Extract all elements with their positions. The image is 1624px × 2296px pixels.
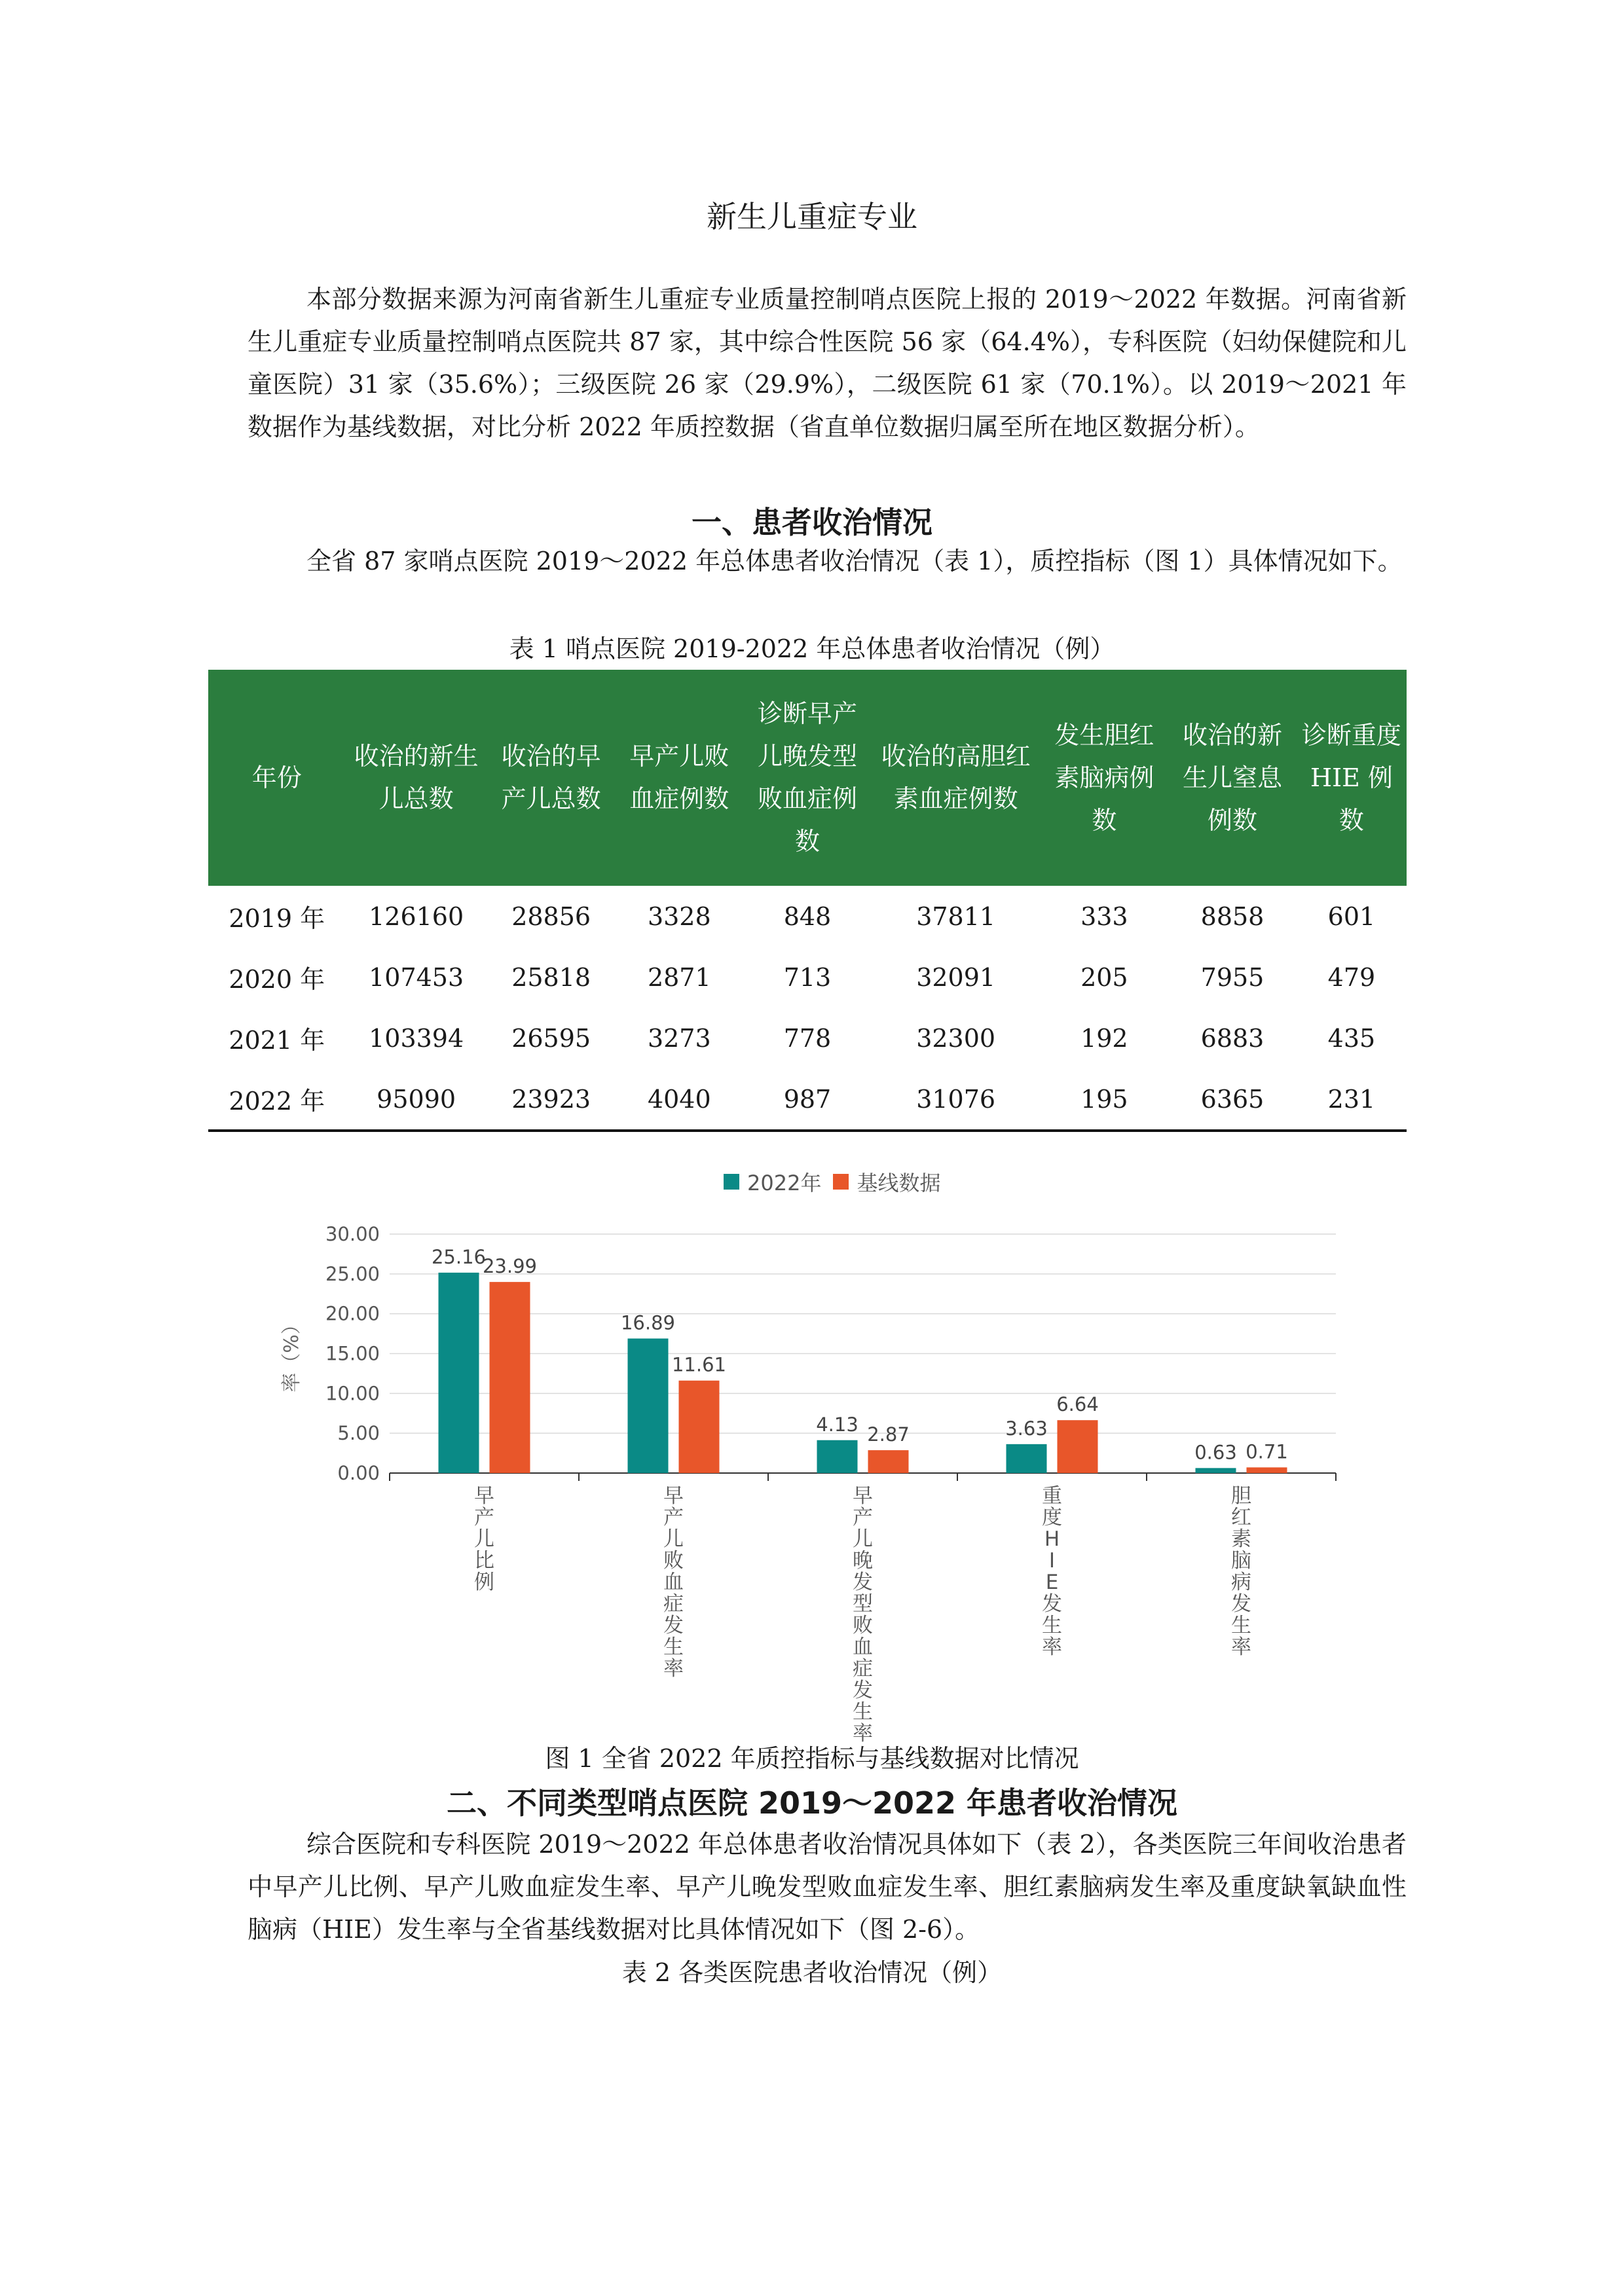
table-header-cell: 发生胆红素脑病例数 [1041, 670, 1169, 886]
section1-heading: 一、患者收治情况 [692, 505, 932, 540]
x-category-char: 率 [663, 1657, 684, 1681]
data-label: 23.99 [482, 1255, 538, 1278]
table-cell: 192 [1080, 1023, 1128, 1053]
table-cell: 31076 [916, 1084, 996, 1114]
table-header-cell: 收治的早产儿总数 [487, 670, 616, 886]
table-cell: 3328 [647, 902, 711, 931]
table-cell: 2871 [647, 962, 711, 992]
x-category-char: 脑 [1231, 1549, 1251, 1573]
x-category-char: 早 [853, 1484, 873, 1508]
y-tick-label: 15.00 [325, 1342, 380, 1365]
table-row [208, 947, 1407, 1008]
x-category-char: 率 [1042, 1635, 1062, 1659]
bar-2022 [1196, 1468, 1236, 1473]
table-cell: 778 [783, 1023, 832, 1053]
x-category-char: 症 [663, 1592, 684, 1616]
y-tick-label: 25.00 [325, 1262, 380, 1285]
table-cell: 2019 年 [229, 904, 325, 933]
x-category-char: 早 [663, 1484, 684, 1508]
table-cell: 231 [1327, 1084, 1376, 1114]
table-cell: 32091 [916, 962, 996, 992]
x-category-char: 产 [663, 1506, 684, 1529]
x-category-char: 发 [1231, 1592, 1251, 1616]
table-header-cell: 诊断早产儿晚发型败血症例数 [743, 670, 872, 886]
x-category-char: 率 [1231, 1635, 1251, 1659]
table-header-cell: 诊断重度HIE 例数 [1297, 670, 1407, 886]
x-category-char: 晚 [853, 1549, 873, 1573]
table-row [208, 1068, 1407, 1131]
data-label: 6.64 [1056, 1393, 1099, 1416]
x-category-char: 发 [1042, 1592, 1062, 1616]
table-cell: 435 [1327, 1023, 1376, 1053]
x-category-char: 生 [853, 1700, 873, 1724]
x-category-char: 病 [1231, 1571, 1251, 1594]
table-cell: 2022 年 [229, 1087, 325, 1116]
x-category-char: 比 [474, 1549, 494, 1573]
legend-swatch-2022 [724, 1174, 739, 1190]
table-header-cell: 年份 [208, 670, 345, 886]
table-header-cell: 收治的新生儿窒息例数 [1168, 670, 1297, 886]
table-cell: 4040 [647, 1084, 711, 1114]
bar-baseline [868, 1450, 909, 1473]
table1-caption: 表 1 哨点医院 2019-2022 年总体患者收治情况（例） [509, 634, 1115, 663]
y-axis-label: 率（%） [280, 1315, 303, 1393]
x-category-char: 败 [853, 1614, 873, 1637]
x-category-char: 型 [853, 1592, 873, 1616]
x-category-char: 发 [853, 1679, 873, 1702]
table-cell: 95090 [377, 1084, 456, 1114]
table-header-cell: 收治的高胆红素血症例数 [872, 670, 1041, 886]
table-cell: 32300 [916, 1023, 996, 1053]
x-category-char: 发 [663, 1614, 684, 1637]
table-cell: 713 [783, 962, 832, 992]
data-label: 0.71 [1246, 1440, 1288, 1463]
x-category-label [1042, 1484, 1062, 1659]
table2-caption: 表 2 各类医院患者收治情况（例） [621, 1958, 1003, 1987]
x-category-char: 产 [853, 1506, 873, 1529]
table-cell: 205 [1080, 962, 1128, 992]
table-cell: 23923 [511, 1084, 591, 1114]
figure1-bar-chart [262, 1205, 1375, 1745]
figure1-caption: 图 1 全省 2022 年质控指标与基线数据对比情况 [545, 1744, 1079, 1773]
x-category-char: 早 [474, 1484, 494, 1508]
table-cell: 848 [783, 902, 832, 931]
x-category-char: 儿 [474, 1527, 494, 1551]
bar-2022 [439, 1273, 479, 1473]
x-category-char: H [1044, 1527, 1060, 1551]
table-cell: 2020 年 [229, 965, 325, 994]
y-tick-label: 20.00 [325, 1302, 380, 1325]
x-category-char: E [1045, 1571, 1059, 1594]
bar-baseline [1058, 1420, 1098, 1473]
x-category-label [853, 1484, 873, 1745]
bar-baseline [490, 1282, 530, 1473]
x-category-char: 生 [663, 1635, 684, 1659]
data-label: 11.61 [671, 1353, 727, 1376]
section1-paragraph [248, 540, 1407, 583]
chart-legend [724, 1167, 940, 1197]
data-label: 2.87 [867, 1423, 910, 1446]
table-cell: 195 [1080, 1084, 1128, 1114]
table-header-cell: 早产儿败血症例数 [615, 670, 743, 886]
table-cell: 7955 [1200, 962, 1264, 992]
table-cell: 601 [1327, 902, 1376, 931]
intro-paragraph [248, 278, 1407, 448]
y-tick-label: 30.00 [325, 1223, 380, 1245]
data-label: 25.16 [431, 1245, 487, 1268]
x-category-char: 症 [853, 1657, 873, 1681]
bar-2022 [628, 1339, 669, 1473]
x-category-char: 儿 [663, 1527, 684, 1551]
legend-label-baseline: 基线数据 [857, 1171, 941, 1195]
bar-baseline [1247, 1467, 1287, 1473]
section2-heading: 二、不同类型哨点医院 2019～2022 年患者收治情况 [446, 1785, 1178, 1821]
table-cell: 3273 [647, 1023, 711, 1053]
page-title: 新生儿重症专业 [707, 199, 917, 234]
data-label: 0.63 [1194, 1441, 1237, 1464]
table-cell: 2021 年 [229, 1026, 325, 1055]
section2-text: 综合医院和专科医院 2019～2022 年总体患者收治情况具体如下（表 2），各类医院三年间收治患者中早产儿比例、早产儿败血症发生率、早产儿晚发型败血症发生率、胆红素脑病发生率及重度缺氧缺血性脑病（HIE）发生率与全省基线数据对比具体情况如下（图 2-6）。 [248, 1830, 1407, 1944]
table-cell: 8858 [1200, 902, 1264, 931]
x-category-label [663, 1484, 684, 1681]
x-category-char: 素 [1231, 1527, 1251, 1551]
x-category-char: 率 [853, 1722, 873, 1745]
x-category-char: 度 [1042, 1506, 1062, 1529]
table-cell: 6883 [1200, 1023, 1264, 1053]
x-category-char: I [1048, 1549, 1056, 1573]
y-tick-label: 0.00 [337, 1462, 380, 1484]
legend-swatch-baseline [833, 1174, 849, 1190]
table-row [208, 886, 1407, 947]
table-cell: 987 [783, 1084, 832, 1114]
section1-text: 全省 87 家哨点医院 2019～2022 年总体患者收治情况（表 1），质控指标（图 1）具体情况如下。 [306, 547, 1403, 575]
table-cell: 479 [1327, 962, 1376, 992]
x-category-char: 胆 [1231, 1484, 1251, 1508]
x-category-char: 儿 [853, 1527, 873, 1551]
table-cell: 28856 [511, 902, 591, 931]
bar-baseline [679, 1381, 720, 1473]
x-category-char: 生 [1231, 1614, 1251, 1637]
table1 [208, 670, 1407, 1132]
bar-2022 [817, 1440, 858, 1473]
x-category-char: 败 [663, 1549, 684, 1573]
intro-text: 本部分数据来源为河南省新生儿重症专业质量控制哨点医院上报的 2019～2022 年数据。河南省新生儿重症专业质量控制哨点医院共 87 家，其中综合性医院 56 家（64.4%），专科医院（妇幼保健院和儿童医院）31 家（35.6%）；三级医院 26 家（29.9%），二级医院 61 家（70.1%）。以 2019～2021 年数据作为基线数据，对比分析 2022 年质控数据（省直单位数据归属至所在地区数据分析）。 [248, 285, 1407, 441]
bar-2022 [1006, 1444, 1047, 1473]
section2-paragraph [248, 1823, 1407, 1951]
data-label: 4.13 [816, 1413, 858, 1436]
table-header-cell: 收治的新生儿总数 [345, 670, 487, 886]
x-category-label [474, 1484, 494, 1594]
table-cell: 26595 [511, 1023, 591, 1053]
x-category-char: 发 [853, 1571, 873, 1594]
table-cell: 126160 [369, 902, 464, 931]
table-cell: 37811 [916, 902, 996, 931]
table-cell: 6365 [1200, 1084, 1264, 1114]
table-cell: 333 [1080, 902, 1128, 931]
x-category-label [1231, 1484, 1251, 1659]
x-category-char: 例 [474, 1571, 494, 1594]
table-row [208, 1008, 1407, 1068]
y-tick-label: 10.00 [325, 1382, 380, 1405]
table-cell: 103394 [369, 1023, 464, 1053]
x-category-char: 血 [853, 1635, 873, 1659]
table-cell: 25818 [511, 962, 591, 992]
x-category-char: 生 [1042, 1614, 1062, 1637]
table1-header-row [208, 670, 1407, 886]
table-cell: 107453 [369, 962, 464, 992]
x-category-char: 产 [474, 1506, 494, 1529]
x-category-char: 血 [663, 1571, 684, 1594]
x-category-char: 重 [1042, 1484, 1062, 1508]
data-label: 16.89 [620, 1311, 676, 1334]
data-label: 3.63 [1005, 1417, 1048, 1440]
x-category-char: 红 [1231, 1506, 1251, 1529]
legend-label-2022: 2022年 [747, 1171, 822, 1195]
y-tick-label: 5.00 [337, 1422, 380, 1445]
